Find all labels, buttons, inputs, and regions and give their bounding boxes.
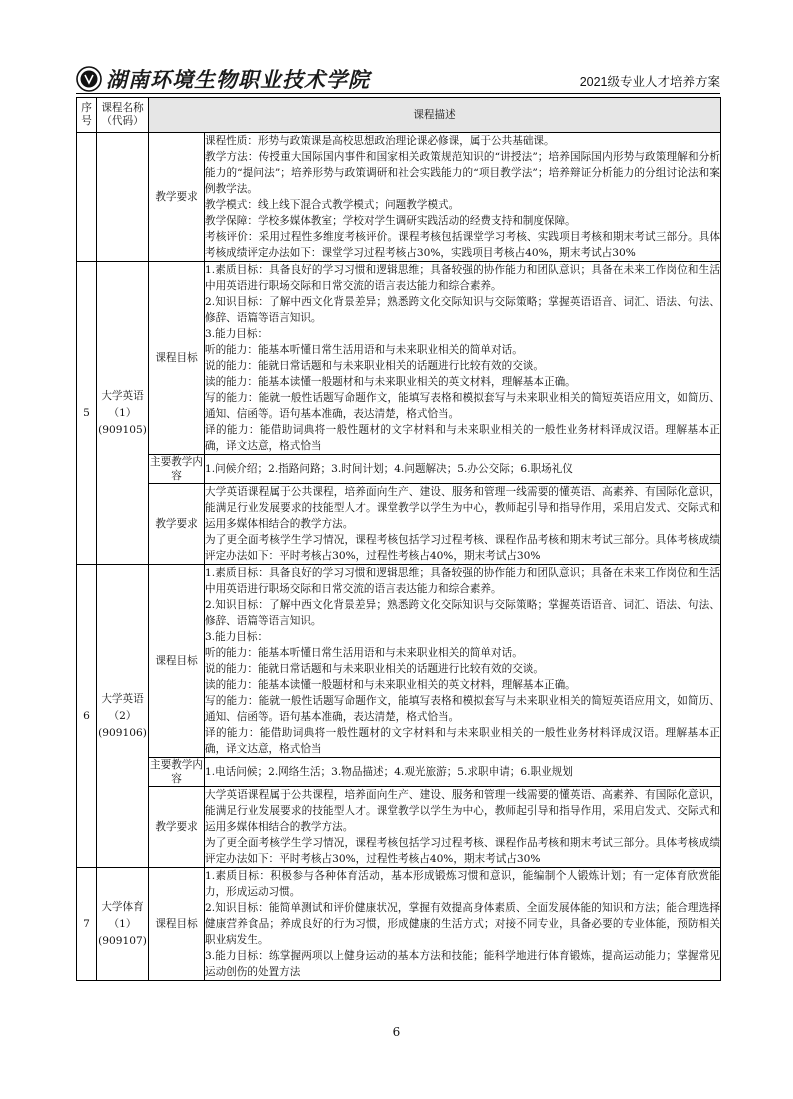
page-number: 6: [392, 1025, 401, 1039]
desc-line: 考核评价：采用过程性多维度考核评价。课程考核包括课堂学习考核、实践项目考核和期末考试三部分。具体考核成绩评定办法如下：课堂学习过程考核占30%，实践项目考核占40%，期末考试占30%: [205, 231, 720, 259]
course-name-cell: [97, 868, 149, 981]
teaching-type: 教学要求: [149, 787, 205, 868]
course-no: 7: [77, 868, 97, 981]
desc-line: 1.素质目标：具备良好的学习习惯和逻辑思维；具备较强的协作能力和团队意识；具备在未来工作岗位和生活中用英语进行职场交际和日常交流的语言表达能力和综合素养。: [205, 264, 720, 292]
table-row: [77, 787, 721, 868]
desc-line: 写的能力：能就一般性话题写命题作文，能填写表格和模拟套写与未来职业相关的简短英语应用文，如简历、通知、信函等。语句基本准确，表达清楚，格式恰当。: [205, 392, 720, 420]
school-seal-icon: [76, 66, 102, 92]
course-table: [76, 97, 721, 981]
course-code: (909107): [98, 934, 147, 947]
table-row: [77, 758, 721, 787]
desc-line: 教学方法：传授重大国际国内事件和国家相关政策规范知识的“讲授法”；培养国际国内形势与政策理解和分析能力的“提问法”；培养形势与政策调研和社会实践能力的“项目教学法”；培养辩证分析能力的分组讨论法和案例教学法。: [205, 151, 720, 195]
desc-line: 说的能力：能就日常话题和与未来职业相关的话题进行比较有效的交谈。: [205, 360, 544, 372]
desc-line: 听的能力：能基本听懂日常生活用语和与未来职业相关的简单对话。: [205, 647, 523, 659]
course-code: (909106): [98, 726, 147, 739]
desc-line: 教学保障：学校多媒体教室；学校对学生调研实践活动的经费支持和制度保障。: [205, 215, 576, 227]
prev-teaching-desc: [205, 133, 721, 262]
prev-name-cell: [97, 133, 149, 262]
course-name-sub: （2）: [108, 709, 137, 722]
desc-line: 大学英语课程属于公共课程，培养面向生产、建设、服务和管理一线需要的懂英语、高素养、有国际化意识，能满足行业发展要求的技能型人才。课堂教学以学生为中心，教师起引导和指导作用，采用启发式、交际式和运用多媒体相结合的教学方法。: [205, 789, 720, 833]
desc-line: 3.能力目标：: [205, 328, 269, 340]
school-name: 湖南环境生物职业技术学院: [106, 67, 370, 92]
header-description: 课程描述: [149, 98, 721, 133]
desc-line: 听的能力：能基本听懂日常生活用语和与未来职业相关的简单对话。: [205, 344, 523, 356]
header-no: 序号: [77, 98, 97, 133]
desc-line: 3.能力目标：: [205, 631, 269, 643]
course-name: 大学英语: [101, 692, 144, 705]
teaching-desc: [205, 484, 721, 565]
course-code: (909105): [98, 423, 147, 436]
document-title: 2021级专业人才培养方案: [579, 75, 720, 89]
desc-line: 读的能力：能基本读懂一般题材和与未来职业相关的英文材料，理解基本正确。: [205, 679, 576, 691]
goal-desc: [205, 868, 721, 981]
course-name-cell: [97, 565, 149, 868]
content-type: 主要教学内容: [150, 759, 203, 785]
table-row: [77, 484, 721, 565]
school-logo: [76, 64, 370, 94]
teaching-desc: [205, 787, 721, 868]
course-no: 6: [77, 565, 97, 868]
desc-line: 2.知识目标：了解中西文化背景差异；熟悉跨文化交际知识与交际策略；掌握英语语音、词汇、语法、句法、修辞、语篇等语言知识。: [205, 599, 720, 627]
table-row: [77, 262, 721, 455]
goal-type: 课程目标: [149, 565, 205, 758]
page-header: [76, 64, 720, 92]
header-divider: [76, 93, 720, 94]
table-header-row: [77, 98, 721, 133]
teaching-type: 教学要求: [149, 484, 205, 565]
content-type: 主要教学内容: [150, 456, 203, 482]
desc-line: 为了更全面考核学生学习情况，课程考核包括学习过程考核、课程作品考核和期末考试三部分。具体考核成绩评定办法如下：平时考核占30%，过程性考核占40%，期末考试占30%: [205, 534, 720, 562]
desc-line: 读的能力：能基本读懂一般题材和与未来职业相关的英文材料，理解基本正确。: [205, 376, 576, 388]
desc-line: 1.素质目标：积极参与各种体育活动，基本形成锻炼习惯和意识，能编制个人锻炼计划；有一定体育欣赏能力，形成运动习惯。: [205, 870, 720, 898]
course-name-sub: （1）: [108, 406, 137, 419]
table-row: [77, 565, 721, 758]
goal-desc: [205, 565, 721, 758]
desc-line: 译的能力：能借助词典将一般性题材的文字材料和与未来职业相关的一般性业务材料译成汉语。理解基本正确，译文达意，格式恰当: [205, 424, 720, 452]
content-desc: 1.电话问候；2.网络生活；3.物品描述；4.观光旅游；5.求职申请；6.职业规划: [205, 758, 721, 787]
prev-no-cell: [77, 133, 97, 262]
course-name: 大学英语: [101, 389, 144, 402]
table-row: [77, 133, 721, 262]
desc-line: 2.知识目标：能简单测试和评价健康状况，掌握有效提高身体素质、全面发展体能的知识和方法；能合理选择健康营养食品；养成良好的行为习惯，形成健康的生活方式；对接不同专业，具备必要的专业体能，预防相关职业病发生。: [205, 902, 720, 946]
course-name-cell: [97, 262, 149, 565]
desc-line: 为了更全面考核学生学习情况，课程考核包括学习过程考核、课程作品考核和期末考试三部分。具体考核成绩评定办法如下：平时考核占30%，过程性考核占40%，期末考试占30%: [205, 837, 720, 865]
desc-line: 译的能力：能借助词典将一般性题材的文字材料和与未来职业相关的一般性业务材料译成汉语。理解基本正确，译文达意，格式恰当: [205, 727, 720, 755]
course-name-sub: （1）: [108, 917, 137, 930]
goal-type: 课程目标: [149, 868, 205, 981]
course-name: 大学体育: [101, 900, 144, 913]
content-desc: 1.问候介绍；2.指路问路；3.时间计划；4.问题解决；5.办公交际；6.职场礼仪: [205, 455, 721, 484]
desc-line: 教学模式：线上线下混合式教学模式；问题教学模式。: [205, 199, 460, 211]
desc-line: 大学英语课程属于公共课程，培养面向生产、建设、服务和管理一线需要的懂英语、高素养、有国际化意识，能满足行业发展要求的技能型人才。课堂教学以学生为中心，教师起引导和指导作用，采用启发式、交际式和运用多媒体相结合的教学方法。: [205, 486, 720, 530]
table-row: [77, 868, 721, 981]
desc-line: 说的能力：能就日常话题和与未来职业相关的话题进行比较有效的交谈。: [205, 663, 544, 675]
desc-line: 2.知识目标：了解中西文化背景差异；熟悉跨文化交际知识与交际策略；掌握英语语音、词汇、语法、句法、修辞、语篇等语言知识。: [205, 296, 720, 324]
table-row: [77, 455, 721, 484]
prev-teaching-type: 教学要求: [149, 133, 205, 262]
desc-line: 写的能力：能就一般性话题写命题作文，能填写表格和模拟套写与未来职业相关的简短英语应用文，如简历、通知、信函等。语句基本准确，表达清楚，格式恰当。: [205, 695, 720, 723]
course-no: 5: [77, 262, 97, 565]
desc-line: 1.素质目标：具备良好的学习习惯和逻辑思维；具备较强的协作能力和团队意识；具备在未来工作岗位和生活中用英语进行职场交际和日常交流的语言表达能力和综合素养。: [205, 567, 720, 595]
desc-line: 课程性质：形势与政策课是高校思想政治理论课必修课，属于公共基础课。: [205, 135, 555, 147]
header-name: 课程名称（代码）: [97, 98, 149, 133]
desc-line: 3.能力目标：练掌握两项以上健身运动的基本方法和技能；能科学地进行体育锻炼，提高运动能力；掌握常见运动创伤的处置方法: [205, 950, 720, 978]
goal-type: 课程目标: [149, 262, 205, 455]
goal-desc: [205, 262, 721, 455]
